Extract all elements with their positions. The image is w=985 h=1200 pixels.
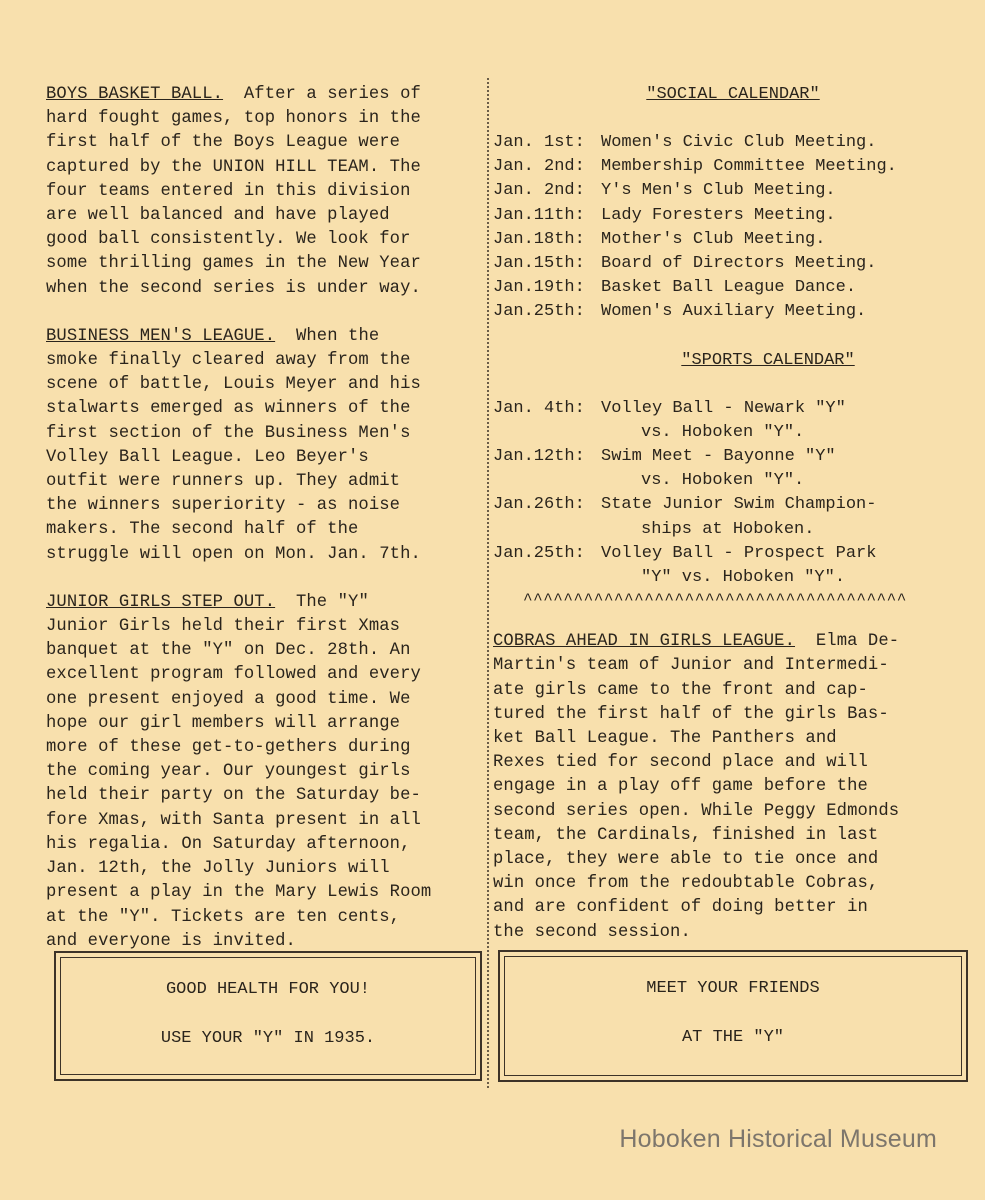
article-line: Jan. 12th, the Jolly Juniors will [46, 859, 390, 879]
calendar-event: Membership Committee Meeting. [601, 157, 897, 177]
calendar-entry [493, 542, 973, 566]
article-headline: JUNIOR GIRLS STEP OUT. [46, 592, 276, 612]
article-boys-basketball [46, 83, 491, 301]
calendar-date: Jan.18th: [493, 229, 585, 249]
calendar-entry [493, 131, 973, 155]
calendar-entry [493, 155, 973, 179]
article-line: banquet at the "Y" on Dec. 28th. An [46, 641, 411, 661]
article-line: the winners superiority - as noise [46, 496, 401, 516]
article-headline: COBRAS AHEAD IN GIRLS LEAGUE. [493, 632, 796, 652]
calendar-event: Basket Ball League Dance. [601, 278, 857, 298]
calendar-event: Board of Directors Meeting. [601, 254, 877, 274]
calendar-date: Jan. 4th: [493, 398, 585, 418]
article-first-line: JUNIOR GIRLS STEP OUT. The "Y" [46, 592, 369, 612]
calendar-event: Volley Ball - Newark "Y" [601, 398, 846, 418]
meet-friends-box [498, 950, 968, 1082]
article-line: tured the first half of the girls Bas- [493, 704, 889, 724]
article-line: when the second series is under way. [46, 278, 421, 298]
article-first-line: COBRAS AHEAD IN GIRLS LEAGUE. Elma De- [493, 632, 900, 652]
museum-watermark: Hoboken Historical Museum [619, 1125, 937, 1153]
article-line: at the "Y". Tickets are ten cents, [46, 907, 401, 927]
article-first-line: BOYS BASKET BALL. After a series of [46, 85, 421, 104]
calendar-date: Jan.25th: [493, 543, 585, 563]
calendar-date: Jan.11th: [493, 205, 585, 225]
article-line: hard fought games, top honors in the [46, 109, 421, 129]
calendar-event-continued: vs. Hoboken "Y". [641, 422, 805, 442]
calendar-date: Jan. 2nd: [493, 157, 585, 177]
sports-calendar-title: "SPORTS CALENDAR" [681, 350, 855, 370]
box-line: GOOD HEALTH FOR YOU! [165, 980, 371, 999]
calendar-date: Jan.15th: [493, 254, 585, 274]
calendar-date: Jan.25th: [493, 302, 585, 322]
article-line: more of these get-to-gethers during [46, 738, 411, 758]
calendar-date: Jan. 2nd: [493, 181, 585, 201]
calendar-event: Y's Men's Club Meeting. [601, 181, 836, 201]
box-line: USE YOUR "Y" IN 1935. [160, 1029, 376, 1048]
calendar-date: Jan.12th: [493, 447, 585, 467]
article-line: the coming year. Our youngest girls [46, 762, 411, 782]
article-line: place, they were able to tie once and [493, 850, 879, 870]
article-line: team, the Cardinals, finished in last [493, 825, 879, 845]
calendar-event: Mother's Club Meeting. [601, 229, 826, 249]
article-headline: BUSINESS MEN'S LEAGUE. [46, 326, 276, 346]
article-business-mens-league [46, 325, 491, 567]
calendar-entry [493, 300, 973, 324]
calendar-date: Jan. 1st: [493, 133, 585, 152]
right-column [493, 83, 973, 945]
calendar-event: Women's Auxiliary Meeting. [601, 302, 867, 322]
article-line: outfit were runners up. They admit [46, 472, 401, 492]
calendar-entry [493, 228, 973, 252]
article-line: struggle will open on Mon. Jan. 7th. [46, 544, 421, 564]
article-line: four teams entered in this division [46, 181, 411, 201]
article-cobras [493, 630, 973, 945]
article-line: present a play in the Mary Lewis Room [46, 883, 432, 903]
calendar-event: Volley Ball - Prospect Park [601, 543, 877, 563]
article-line: ate girls came to the front and cap- [493, 680, 868, 700]
sports-calendar [493, 349, 973, 611]
left-column [46, 83, 491, 954]
social-calendar [493, 83, 973, 325]
article-line: engage in a play off game before the [493, 777, 868, 797]
box-line: AT THE "Y" [681, 1028, 785, 1047]
good-health-box [54, 951, 482, 1081]
article-line: second series open. While Peggy Edmonds [493, 801, 900, 821]
article-junior-girls [46, 591, 491, 954]
article-line: scene of battle, Louis Meyer and his [46, 375, 421, 395]
article-line: his regalia. On Saturday afternoon, [46, 834, 411, 854]
article-line: Volley Ball League. Leo Beyer's [46, 447, 369, 467]
article-first-line: BUSINESS MEN'S LEAGUE. When the [46, 326, 380, 346]
article-line: Junior Girls held their first Xmas [46, 617, 401, 637]
article-line: good ball consistently. We look for [46, 230, 411, 250]
article-line: first section of the Business Men's [46, 423, 411, 443]
calendar-date: Jan.26th: [493, 495, 585, 515]
calendar-entry [493, 493, 973, 517]
calendar-event-continued: vs. Hoboken "Y". [641, 471, 805, 491]
calendar-event: State Junior Swim Champion- [601, 495, 877, 515]
article-line: win once from the redoubtable Cobras, [493, 874, 879, 894]
article-line: stalwarts emerged as winners of the [46, 399, 411, 419]
calendar-entry [493, 397, 973, 421]
calendar-event: Lady Foresters Meeting. [601, 205, 836, 225]
article-line: ket Ball League. The Panthers and [493, 729, 837, 749]
article-line: fore Xmas, with Santa present in all [46, 810, 421, 830]
article-line: the second session. [493, 922, 691, 942]
article-line: and everyone is invited. [46, 931, 296, 951]
article-line: excellent program followed and every [46, 665, 421, 685]
article-line: held their party on the Saturday be- [46, 786, 421, 806]
calendar-entry [493, 276, 973, 300]
calendar-entry [493, 179, 973, 203]
article-line: Martin's team of Junior and Intermedi- [493, 656, 889, 676]
article-line: makers. The second half of the [46, 520, 359, 540]
calendar-event: Swim Meet - Bayonne "Y" [601, 447, 836, 467]
social-calendar-title: "SOCIAL CALENDAR" [646, 85, 820, 104]
article-line: some thrilling games in the New Year [46, 254, 421, 274]
calendar-event-continued: ships at Hoboken. [641, 519, 815, 539]
article-line: one present enjoyed a good time. We [46, 689, 411, 709]
article-line: are well balanced and have played [46, 206, 390, 226]
article-headline: BOYS BASKET BALL. [46, 85, 224, 104]
article-line: smoke finally cleared away from the [46, 351, 411, 371]
article-line: hope our girl members will arrange [46, 713, 401, 733]
calendar-date: Jan.19th: [493, 278, 585, 298]
box-line: MEET YOUR FRIENDS [646, 979, 820, 998]
article-line: and are confident of doing better in [493, 898, 868, 918]
article-line: captured by the UNION HILL TEAM. The [46, 157, 421, 177]
article-line: Rexes tied for second place and will [493, 753, 868, 773]
calendar-entry [493, 252, 973, 276]
caret-divider: ^^^^^^^^^^^^^^^^^^^^^^^^^^^^^^^^^^^^^^ [523, 591, 907, 610]
calendar-event: Women's Civic Club Meeting. [601, 133, 877, 152]
calendar-entry [493, 204, 973, 228]
article-line: first half of the Boys League were [46, 133, 401, 153]
calendar-event-continued: "Y" vs. Hoboken "Y". [641, 568, 846, 588]
calendar-entry [493, 445, 973, 469]
